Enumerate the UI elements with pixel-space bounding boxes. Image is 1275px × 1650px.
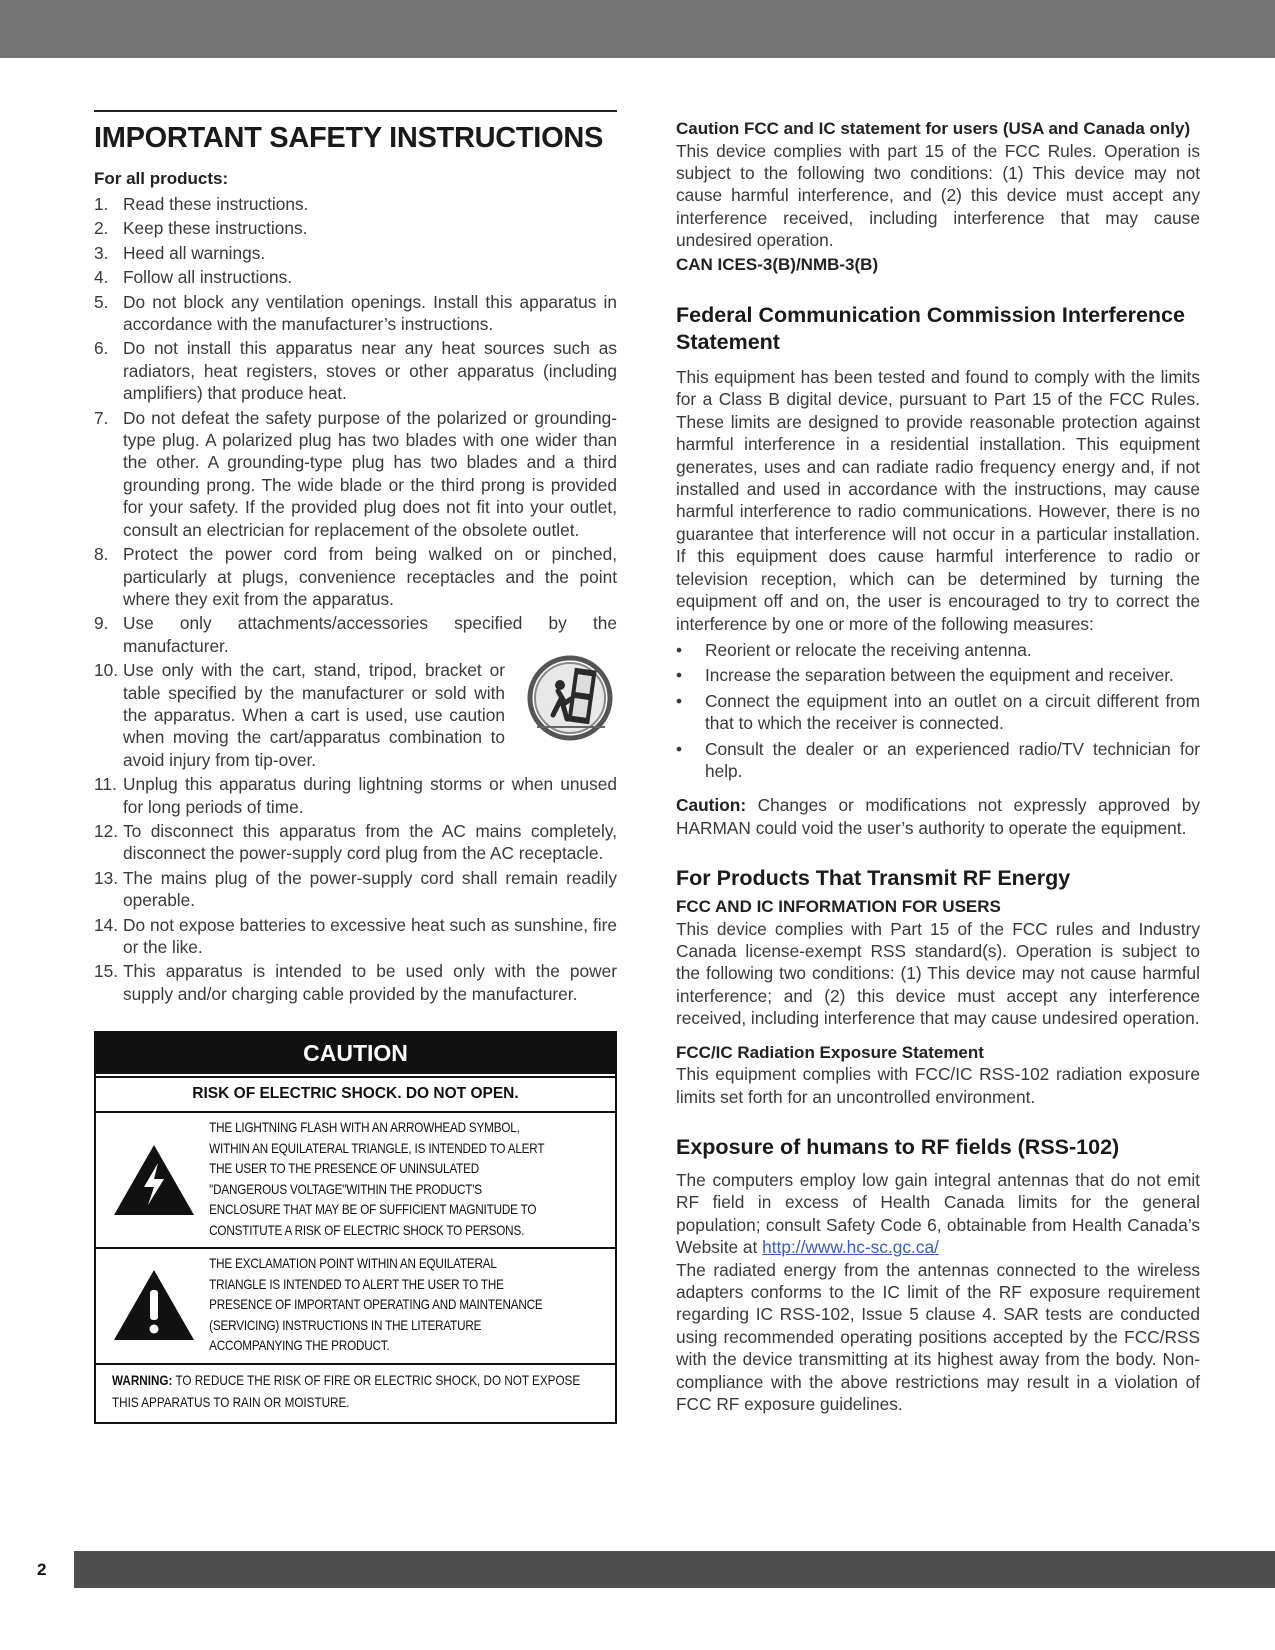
- item-number: 13.: [94, 867, 119, 888]
- warning-label: WARNING:: [112, 1372, 173, 1388]
- caution-paragraph: [676, 794, 1200, 839]
- item-number: 9.: [94, 613, 109, 634]
- list-item: [94, 820, 617, 865]
- list-item: [94, 612, 617, 657]
- list-item: [94, 266, 617, 288]
- caution-label: Caution:: [676, 795, 747, 816]
- list-item: [94, 773, 617, 818]
- bullet-text: Connect the equipment into an outlet on a circuit different from that to which the receiver is connected.: [705, 690, 1200, 734]
- item-text: Read these instructions.: [123, 194, 309, 214]
- exclamation-text: THE EXCLAMATION POINT WITHIN AN EQUILATERAL TRIANGLE IS INTENDED TO ALERT THE USER TO THE PRESENCE OF IMPORTANT OPERATING AND MAINTENANCE (SERVICING) INSTRUCTIONS IN THE LITERATURE ACCOMPANYING THE PRODUCT.: [209, 1256, 543, 1354]
- measures-list: [676, 639, 1200, 782]
- item-text: Keep these instructions.: [123, 218, 308, 239]
- bullet: •: [676, 665, 683, 686]
- list-item: [94, 337, 617, 404]
- fcc-interference-heading: Federal Communication Commission Interference Statement: [676, 303, 1185, 355]
- lightning-triangle-icon: [112, 1143, 196, 1217]
- fcc-interference-text: This equipment has been tested and found to comply with the limits for a Class B digital device, pursuant to Part 15 of the FCC Rules. These limits are designed to provide reasonable protection against harmful interference in a residential installation. This equipment generates, uses and can radiate radio frequency energy and, if not installed and used in accordance with the instructions, may cause harmful interference to radio communications. However, there is no guarantee that interference will not occur in a particular installation. If this equipment does cause harmful interference to radio or television reception, which can be determined by turning the equipment off and on, the user is encouraged to try to correct the interference by one or more of the following measures:: [676, 367, 1200, 634]
- item-number: 1.: [94, 194, 109, 214]
- item-text: Do not defeat the safety purpose of the polarized or grounding-type plug. A polarized plug has two blades with one wider than the other. A grounding-type plug has two blades and a third grounding prong. The wide blade or the third prong is provided for your safety. If the provided plug does not fit into your outlet, consult an electrician for replacement of the obsolete outlet.: [123, 407, 617, 540]
- bullet: •: [676, 639, 683, 660]
- instructions-list: [94, 193, 617, 1005]
- bullet-text: Increase the separation between the equipment and receiver.: [705, 665, 1174, 686]
- item-number: 7.: [94, 407, 109, 428]
- bullet: •: [676, 738, 683, 759]
- item-text: Follow all instructions.: [123, 267, 293, 288]
- warning-line: [96, 1365, 615, 1422]
- exclamation-triangle-icon: [112, 1268, 196, 1342]
- exposure-heading: Exposure of humans to RF fields (RSS-102): [676, 1135, 1120, 1159]
- item-text: Heed all warnings.: [123, 242, 266, 263]
- lightning-symbol: [104, 1143, 204, 1217]
- item-text: Use only with the cart, stand, tripod, bracket or table specified by the manufacturer or sold with the apparatus. When a cart is used, use caution when moving the cart/apparatus combination to avoid injury from tip-over.: [123, 660, 505, 770]
- exclamation-row: [96, 1249, 615, 1365]
- list-item: [94, 242, 617, 264]
- item-text: This apparatus is intended to be used only with the power supply and/or charging cable provided by the manufacturer.: [123, 961, 617, 1004]
- exposure-text-1-body: The computers employ low gain integral antennas that do not emit RF field in excess of Health Canada limits for the general population; consult Safety Code 6, obtainable from Health Canada’s Website at: [676, 1170, 1200, 1258]
- page-number: 2: [37, 1560, 47, 1579]
- exclamation-symbol: [104, 1268, 204, 1342]
- item-number: 6.: [94, 338, 109, 359]
- bullet: •: [676, 690, 683, 711]
- list-item: [94, 217, 617, 239]
- rf-text: This device complies with Part 15 of the FCC rules and Industry Canada license-exempt RSS standard(s). Operation is subject to the following two conditions: (1) This device may not cause harmful interference; and (2) this device must accept any interference received, including interference that may cause undesired operation.: [676, 918, 1200, 1029]
- rf-energy-heading: For Products That Transmit RF Energy: [676, 866, 1071, 891]
- item-number: 12.: [94, 820, 119, 841]
- list-item: [94, 543, 617, 610]
- item-number: 4.: [94, 267, 109, 288]
- caution-box: [94, 1031, 617, 1424]
- list-item: [94, 867, 617, 912]
- caution-heading: CAUTION: [96, 1033, 615, 1074]
- list-item: [676, 664, 1200, 686]
- item-number: 14.: [94, 914, 119, 935]
- item-number: 2.: [94, 218, 109, 239]
- can-ices-label: CAN ICES-3(B)/NMB-3(B): [676, 254, 879, 274]
- item-text: The mains plug of the power-supply cord shall remain readily operable.: [123, 867, 617, 911]
- item-number: 3.: [94, 242, 109, 263]
- item-number: 8.: [94, 544, 109, 565]
- list-item: [94, 291, 617, 336]
- list-item: [676, 639, 1200, 661]
- rf-subheading: FCC AND IC INFORMATION FOR USERS: [676, 897, 1001, 917]
- radiation-subheading: FCC/IC Radiation Exposure Statement: [676, 1042, 984, 1062]
- caution-risk-line: RISK OF ELECTRIC SHOCK. DO NOT OPEN.: [96, 1076, 615, 1113]
- lightning-row: [96, 1113, 615, 1249]
- list-item: [676, 738, 1200, 783]
- cart-warning-icon: [527, 655, 613, 741]
- item-text: To disconnect this apparatus from the AC mains completely, disconnect the power-supply cord plug from the AC receptacle.: [123, 820, 617, 864]
- fcc-ic-text: This device complies with part 15 of the FCC Rules. Operation is subject to the following two conditions: (1) This device may not cause harmful interference, and (2) this device must accept any interference received, including interference that may cause undesired operation.: [676, 140, 1200, 251]
- top-banner: [0, 0, 1275, 58]
- health-canada-link[interactable]: http://www.hc-sc.gc.ca/: [762, 1237, 939, 1258]
- list-item: [94, 914, 617, 959]
- list-item: [676, 690, 1200, 735]
- for-all-products-subhead: For all products:: [94, 169, 229, 188]
- page-title: IMPORTANT SAFETY INSTRUCTIONS: [94, 122, 604, 154]
- list-item: [94, 193, 617, 215]
- safety-instructions-column: [94, 110, 617, 1424]
- bullet-text: Consult the dealer or an experienced radio/TV technician for help.: [705, 738, 1200, 781]
- regulatory-column: [676, 118, 1200, 1415]
- item-text: Do not block any ventilation openings. Install this apparatus in accordance with the manufacturer’s instructions.: [123, 291, 617, 335]
- item-number: 11.: [94, 774, 117, 795]
- bullet-text: Reorient or relocate the receiving antenna.: [705, 639, 1032, 660]
- lightning-text: THE LIGHTNING FLASH WITH AN ARROWHEAD SYMBOL, WITHIN AN EQUILATERAL TRIANGLE, IS INTENDED TO ALERT THE USER TO THE PRESENCE OF UNINSULATED "DANGEROUS VOLTAGE"WITHIN THE PRODUCT'S ENCLOSURE THAT MAY BE OF SUFFICIENT MAGNITUDE TO CONSTITUTE A RISK OF ELECTRIC SHOCK TO PERSONS.: [209, 1120, 545, 1238]
- warning-wrap: [112, 1370, 593, 1414]
- title-rule: [94, 110, 617, 112]
- item-number: 5.: [94, 291, 109, 312]
- item-number: 10.: [94, 660, 119, 681]
- item-text: Protect the power cord from being walked on or pinched, particularly at plugs, convenience receptacles and the point where they exit from the apparatus.: [123, 544, 617, 609]
- bottom-banner: [74, 1551, 1275, 1588]
- list-item: [94, 659, 617, 771]
- warning-text: TO REDUCE THE RISK OF FIRE OR ELECTRIC SHOCK, DO NOT EXPOSE THIS APPARATUS TO RAIN OR MOISTURE.: [112, 1372, 581, 1410]
- caution-text: Changes or modifications not expressly approved by HARMAN could void the user’s authority to operate the equipment.: [676, 795, 1200, 838]
- radiation-text: This equipment complies with FCC/IC RSS-102 radiation exposure limits set forth for an uncontrolled environment.: [676, 1064, 1200, 1107]
- exposure-text-1: [676, 1169, 1200, 1259]
- list-item: [94, 960, 617, 1005]
- fcc-ic-heading: Caution FCC and IC statement for users (USA and Canada only): [676, 119, 1191, 138]
- item-text: Use only attachments/accessories specified by the manufacturer.: [123, 613, 617, 656]
- item-text: Unplug this apparatus during lightning storms or when unused for long periods of time.: [123, 774, 617, 817]
- list-item: [94, 407, 617, 541]
- item-text: Do not install this apparatus near any heat sources such as radiators, heat registers, stoves or other apparatus (including amplifiers) that produce heat.: [123, 338, 617, 404]
- item-text: Do not expose batteries to excessive heat such as sunshine, fire or the like.: [123, 914, 617, 957]
- exposure-text-2: The radiated energy from the antennas connected to the wireless adapters conforms to the IC limit of the RF exposure requirement regarding IC RSS-102, Issue 5 clause 4. SAR tests are conducted using recommended operating positions accepted by the FCC/RSS with the device transmitting at its highest away from the body. Non-compliance with the above restrictions may result in a violation of FCC RF exposure guidelines.: [676, 1259, 1200, 1415]
- item-number: 15.: [94, 961, 119, 982]
